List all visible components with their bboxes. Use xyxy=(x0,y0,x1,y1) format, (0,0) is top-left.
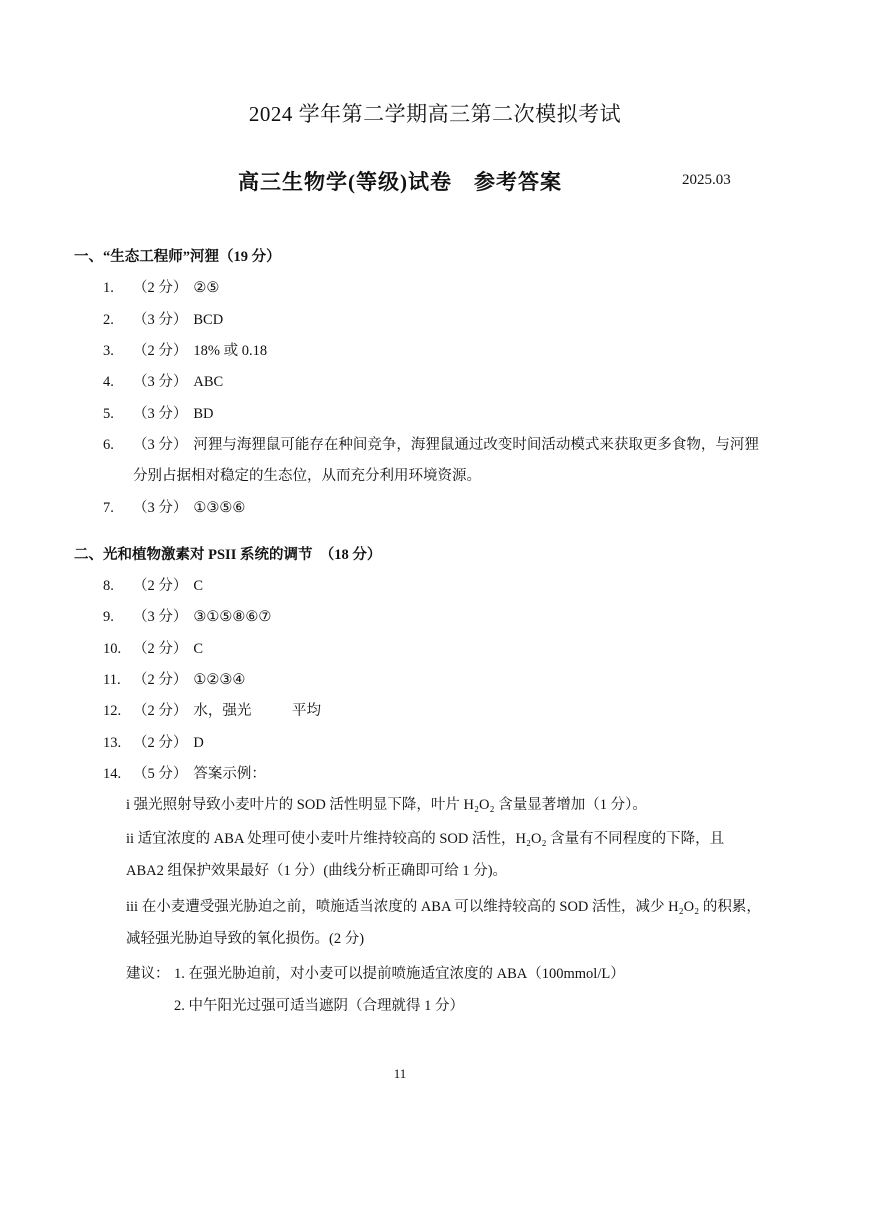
item-points: （2 分） xyxy=(133,343,188,359)
answer-item-3 xyxy=(103,339,267,360)
item-points: （2 分） xyxy=(133,703,188,719)
item-number: 11. xyxy=(103,672,121,688)
item-number: 14. xyxy=(103,766,122,782)
item-answer: 18% 或 0.18 xyxy=(193,343,268,359)
item-answer: C xyxy=(193,578,204,594)
item-points: （5 分） xyxy=(133,766,188,782)
item-points: （2 分） xyxy=(133,672,188,688)
item-answer: BCD xyxy=(193,312,224,328)
answer-item-6 xyxy=(103,433,759,454)
q14-part-iii-line2: 减轻强光胁迫导致的氧化损伤。(2 分) xyxy=(126,931,365,947)
answer-item-6-continuation: 分别占据相对稳定的生态位，从而充分利用环境资源。 xyxy=(133,468,481,484)
answer-item-12 xyxy=(103,699,251,720)
suggestion-label: 建议： xyxy=(126,966,170,982)
section-heading-2: 二、光和植物激素对 PSII 系统的调节 （18 分） xyxy=(74,547,382,563)
item-number: 8. xyxy=(103,578,114,594)
item-points: （2 分） xyxy=(133,641,188,657)
item-answer: ①③⑤⑥ xyxy=(193,500,246,516)
item-points: （2 分） xyxy=(133,280,188,296)
exam-title: 2024 学年第二学期高三第二次模拟考试 xyxy=(248,102,622,126)
page-number: 11 xyxy=(393,1066,407,1081)
item-number: 12. xyxy=(103,703,122,719)
section-heading-1: 一、“生态工程师”河狸（19 分） xyxy=(74,249,281,265)
item-number: 7. xyxy=(103,500,114,516)
answer-key-title: 高三生物学(等级)试卷 参考答案 xyxy=(238,170,562,194)
answer-item-14 xyxy=(103,762,266,783)
q14-part-ii-line1: ii 适宜浓度的 ABA 处理可使小麦叶片维持较高的 SOD 活性，H₂O₂ 含量有不同程度的下降，且 xyxy=(126,831,725,847)
item-number: 5. xyxy=(103,406,114,422)
item-answer: ②⑤ xyxy=(193,280,220,296)
suggestion-1: 1. 在强光胁迫前，对小麦可以提前喷施适宜浓度的 ABA（100mmol/L） xyxy=(174,966,625,982)
item-number: 13. xyxy=(103,735,122,751)
suggestion-2: 2. 中午阳光过强可适当遮阴（合理就得 1 分） xyxy=(174,998,464,1014)
answer-item-13 xyxy=(103,731,204,752)
answer-item-10 xyxy=(103,637,203,658)
item-points: （3 分） xyxy=(133,312,188,328)
exam-date: 2025.03 xyxy=(682,172,731,188)
q14-part-iii-line1: iii 在小麦遭受强光胁迫之前，喷施适当浓度的 ABA 可以维持较高的 SOD 活性，减少 H₂O₂ 的积累， xyxy=(126,899,761,915)
item-points: （3 分） xyxy=(133,374,188,390)
item-number: 3. xyxy=(103,343,114,359)
item-points: （3 分） xyxy=(133,500,188,516)
item-answer: C xyxy=(193,641,204,657)
item-points: （3 分） xyxy=(133,609,188,625)
answer-item-9 xyxy=(103,605,271,626)
item-points: （3 分） xyxy=(133,406,188,422)
item-answer: ABC xyxy=(193,374,224,390)
item-number: 6. xyxy=(103,437,114,453)
item-number: 1. xyxy=(103,280,114,296)
item-number: 4. xyxy=(103,374,114,390)
item-number: 10. xyxy=(103,641,122,657)
q14-part-ii-line2: ABA2 组保护效果最好（1 分）(曲线分析正确即可给 1 分)。 xyxy=(126,863,508,879)
answer-item-4 xyxy=(103,370,223,391)
item-answer: ③①⑤⑧⑥⑦ xyxy=(193,609,272,625)
item-answer: BD xyxy=(193,406,214,422)
item-answer: 河狸与海狸鼠可能存在种间竞争，海狸鼠通过改变时间活动模式来获取更多食物，与河狸 xyxy=(193,437,759,453)
item-answer: D xyxy=(193,735,204,751)
answer-item-11 xyxy=(103,668,245,689)
item-points: （3 分） xyxy=(133,437,188,453)
answer-item-8 xyxy=(103,574,203,595)
item-answer: ①②③④ xyxy=(193,672,246,688)
item-number: 2. xyxy=(103,312,114,328)
answer-item-5 xyxy=(103,402,214,423)
answer-item-7 xyxy=(103,496,245,517)
answer-item-1 xyxy=(103,276,219,297)
item-answer: 答案示例： xyxy=(193,766,266,782)
item-points: （2 分） xyxy=(133,578,188,594)
answer-item-2 xyxy=(103,308,223,329)
answer-item-12-second-blank: 平均 xyxy=(292,703,321,719)
item-number: 9. xyxy=(103,609,114,625)
item-points: （2 分） xyxy=(133,735,188,751)
q14-part-i: i 强光照射导致小麦叶片的 SOD 活性明显下降，叶片 H₂O₂ 含量显著增加（1 分）。 xyxy=(126,797,647,813)
item-answer: 水，强光 xyxy=(193,703,252,719)
